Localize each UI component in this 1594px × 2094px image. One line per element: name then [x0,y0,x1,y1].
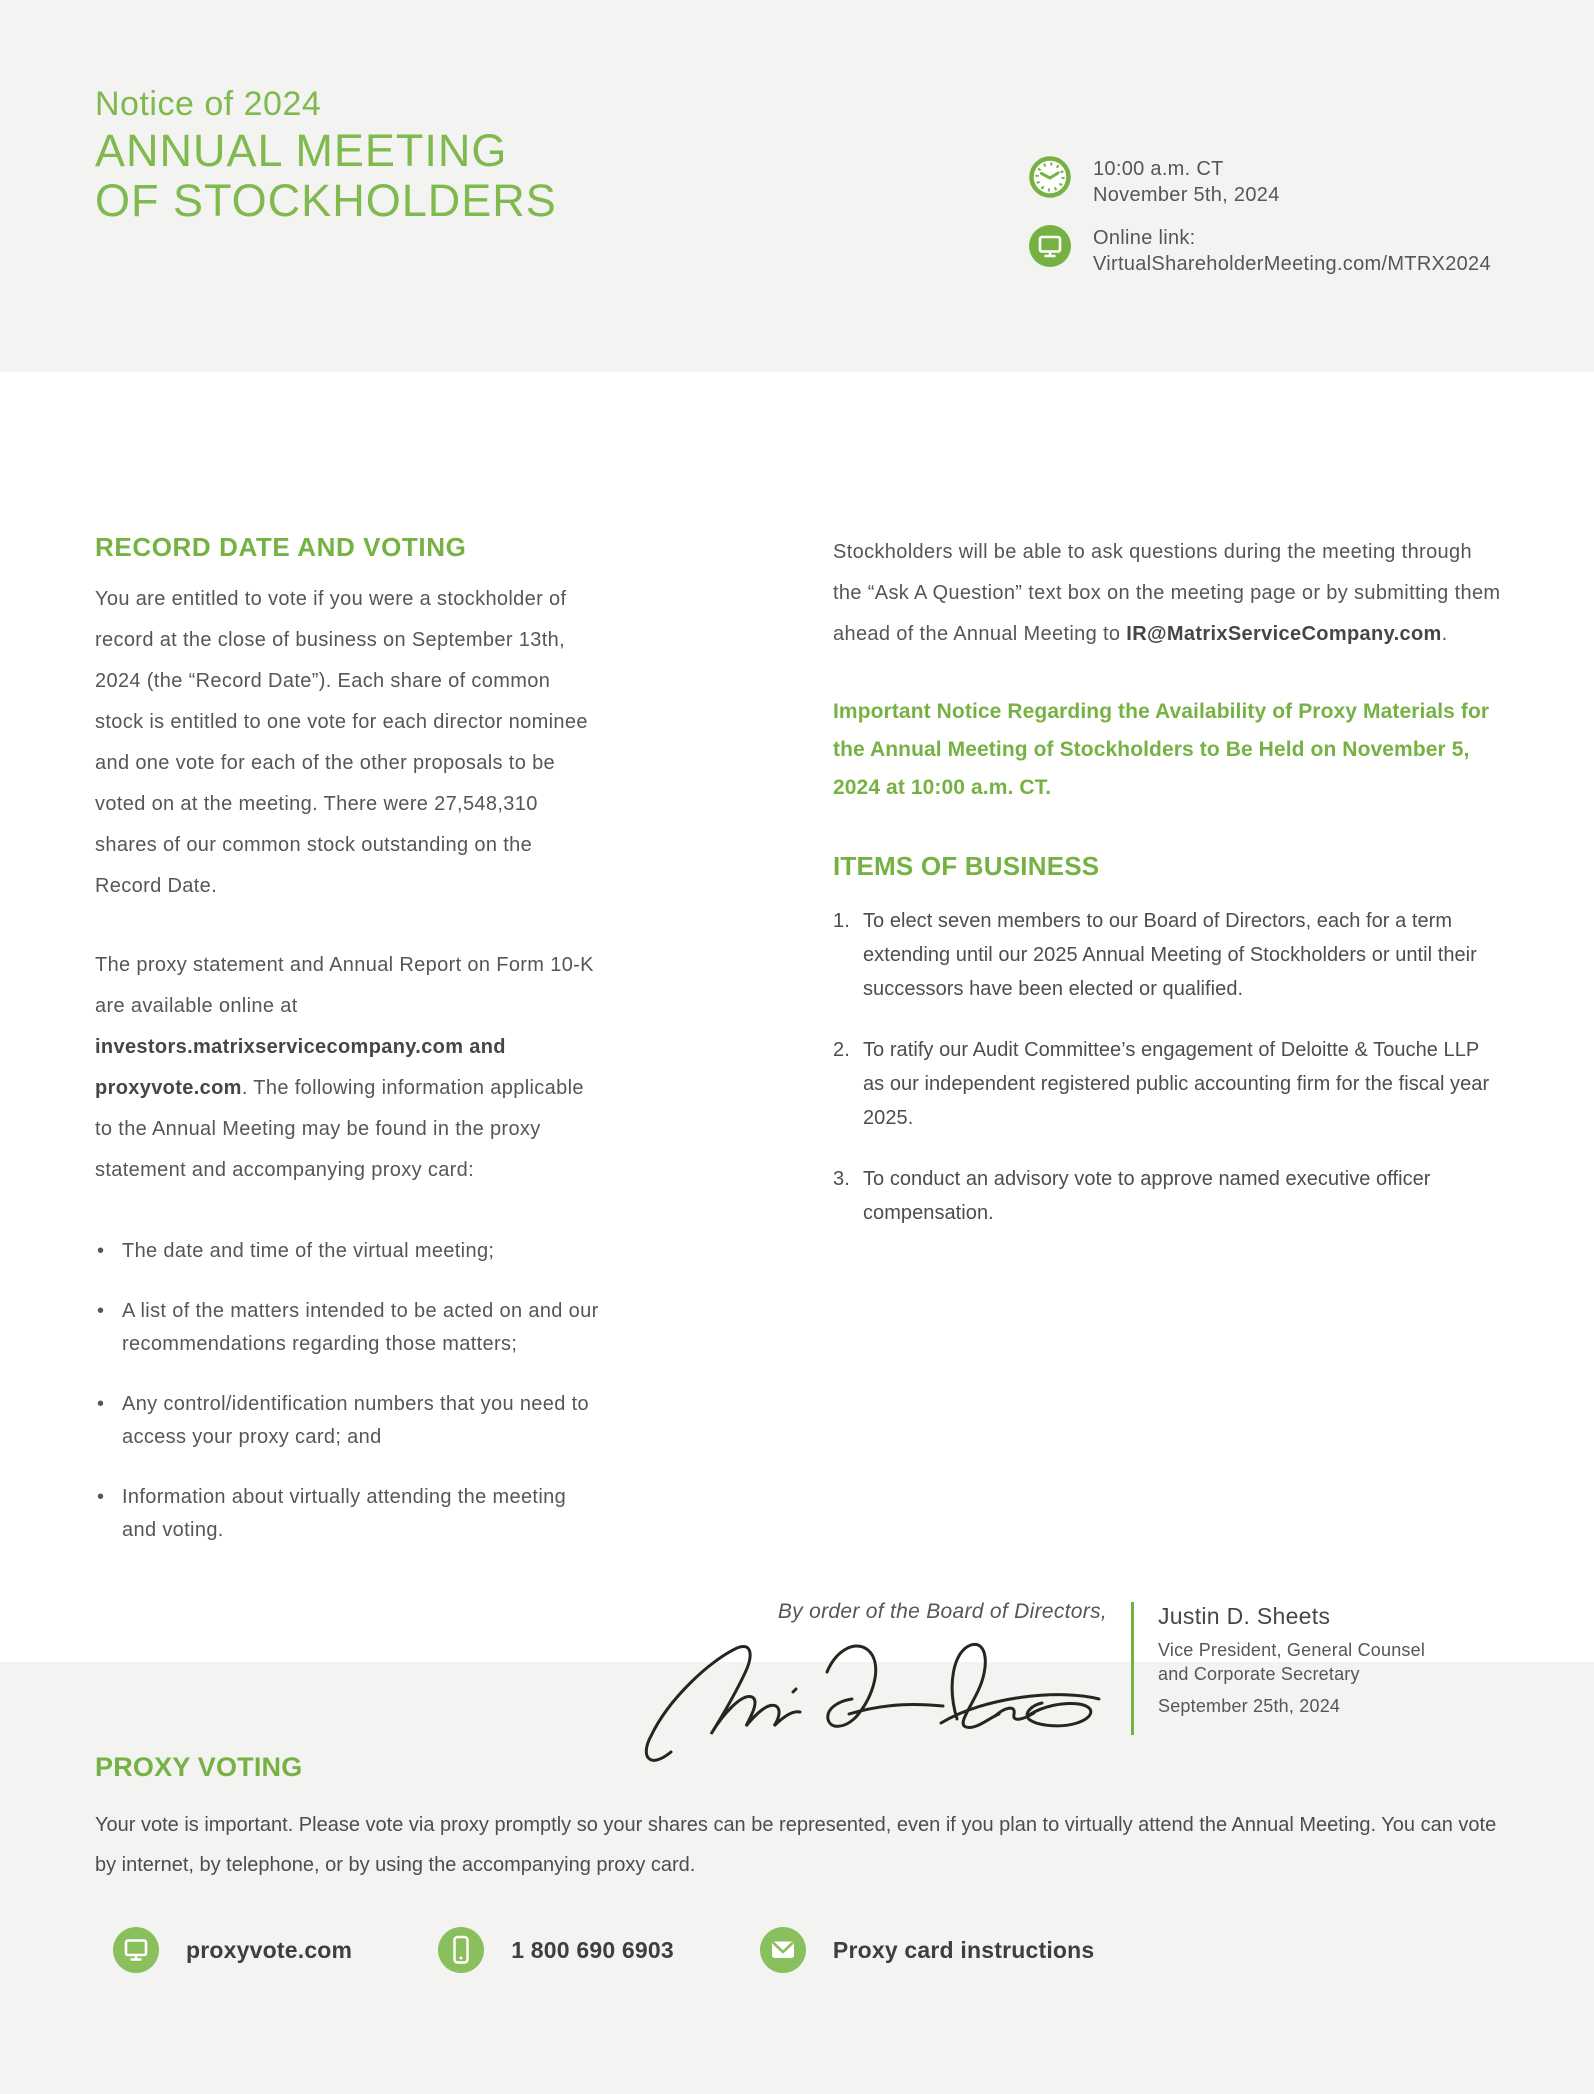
bullet-item: • Information about virtually attending the meeting and voting. [95,1481,600,1547]
items-of-business-list [833,904,1501,1230]
signature-image [641,1626,1103,1768]
monitor-icon [113,1927,159,1973]
paragraph-text: . The following information applicable to the Annual Meeting may be found in the proxy statement and accompanying proxy card: [95,1077,584,1181]
paragraph-text: The proxy statement and Annual Report on Form 10-K are available online at [95,954,594,1017]
meeting-date: November 5th, 2024 [1093,184,1280,206]
signer-name: Justin D. Sheets [1158,1603,1331,1629]
business-item: To conduct an advisory vote to approve named executive officer compensation. [863,1168,1431,1224]
business-item: To ratify our Audit Committee’s engagement of Deloitte & Touche LLP as our independent registered public accounting firm for the fiscal year 2025. [863,1039,1490,1129]
two-column-layout [95,532,1499,1574]
items-of-business-heading: ITEMS OF BUSINESS [833,851,1100,881]
title-line-2: ANNUAL MEETING [95,125,508,176]
online-link-label: Online link: [1093,227,1196,249]
envelope-icon [760,1927,806,1973]
proxyvote-label: proxyvote.com [186,1936,353,1963]
record-date-heading: RECORD DATE AND VOTING [95,532,467,562]
meeting-time-text [1093,156,1280,208]
by-order-text: By order of the Board of Directors, [777,1600,1107,1623]
signer-info [1158,1600,1498,1717]
phone-icon [438,1927,484,1973]
signature-area [641,1600,1107,1768]
signer-date: September 25th, 2024 [1158,1696,1341,1716]
meeting-time-row [1029,156,1499,208]
signature-divider [1131,1602,1134,1735]
business-item: To elect seven members to our Board of Directors, each for a term extending until our 2025 Annual Meeting of Stockholders or until their successors have been elected or qualified. [863,910,1477,1000]
meeting-time: 10:00 a.m. CT [1093,158,1224,180]
signer-title [1158,1638,1498,1686]
proxy-availability-paragraph [95,945,600,1191]
bullet-item: • Any control/identification numbers that you need to access your proxy card; and [95,1388,600,1454]
link-proxyvote[interactable] [113,1927,352,1973]
monitor-icon [1029,225,1071,267]
bullet-item: • The date and time of the virtual meeting; [95,1235,600,1268]
investor-sites-link[interactable]: investors.matrixservicecompany.com and proxyvote.com [95,1036,506,1099]
proxy-voting-links [113,1927,1499,1973]
main-content [0,372,1594,1716]
meeting-info [1029,156,1499,372]
online-link-url[interactable]: VirtualShareholderMeeting.com/MTRX2024 [1093,253,1491,275]
phone-number-label: 1 800 690 6903 [511,1936,674,1963]
header-band [0,0,1594,372]
paragraph-text: . [1441,623,1448,645]
proxy-card-instructions-label: Proxy card instructions [832,1936,1095,1963]
online-link-text [1093,225,1491,277]
paragraph-text: Stockholders will be able to ask questions during the meeting through the “Ask A Question” text box on the meeting page or by submitting them ahead of the Annual Meeting to [833,541,1501,645]
link-proxy-card-instructions[interactable] [760,1927,1095,1973]
proxy-voting-paragraph: Your vote is important. Please vote via proxy promptly so your shares can be represented, even if you plan to virtually attend the Annual Meeting. You can vote by internet, by telephone, or by using the accompanying proxy card. [95,1814,1497,1876]
clock-icon [1029,156,1071,198]
signer-title-line2: and Corporate Secretary [1158,1664,1360,1684]
record-date-section [95,532,600,1574]
link-phone[interactable] [438,1927,674,1973]
proxy-info-bullet-list [95,1235,600,1547]
page-title [95,82,557,372]
important-notice: Important Notice Regarding the Availability of Proxy Materials for the Annual Meeting of Stockholders to Be Held on November 5, 2024 at 10:00 a.m. CT. [833,700,1490,799]
bullet-item: • A list of the matters intended to be acted on and our recommendations regarding those matters; [95,1295,600,1361]
record-date-paragraph: You are entitled to vote if you were a stockholder of record at the close of business on September 13th, 2024 (the “Record Date”). Each share of common stock is entitled to one vote for each director nominee and one vote for each of the other proposals to be voted on at the meeting. There were 27,548,310 shares of our common stock outstanding on the Record Date. [95,588,588,897]
proxy-voting-heading: PROXY VOTING [95,1752,303,1782]
title-line-1: Notice of 2024 [95,85,322,123]
questions-and-items-section [833,532,1501,1574]
online-link-row [1029,225,1499,277]
ask-questions-paragraph [833,532,1501,655]
title-line-3: OF STOCKHOLDERS [95,175,557,226]
ir-email-link[interactable]: IR@MatrixServiceCompany.com [1126,623,1442,645]
signer-title-line1: Vice President, General Counsel [1158,1640,1426,1660]
